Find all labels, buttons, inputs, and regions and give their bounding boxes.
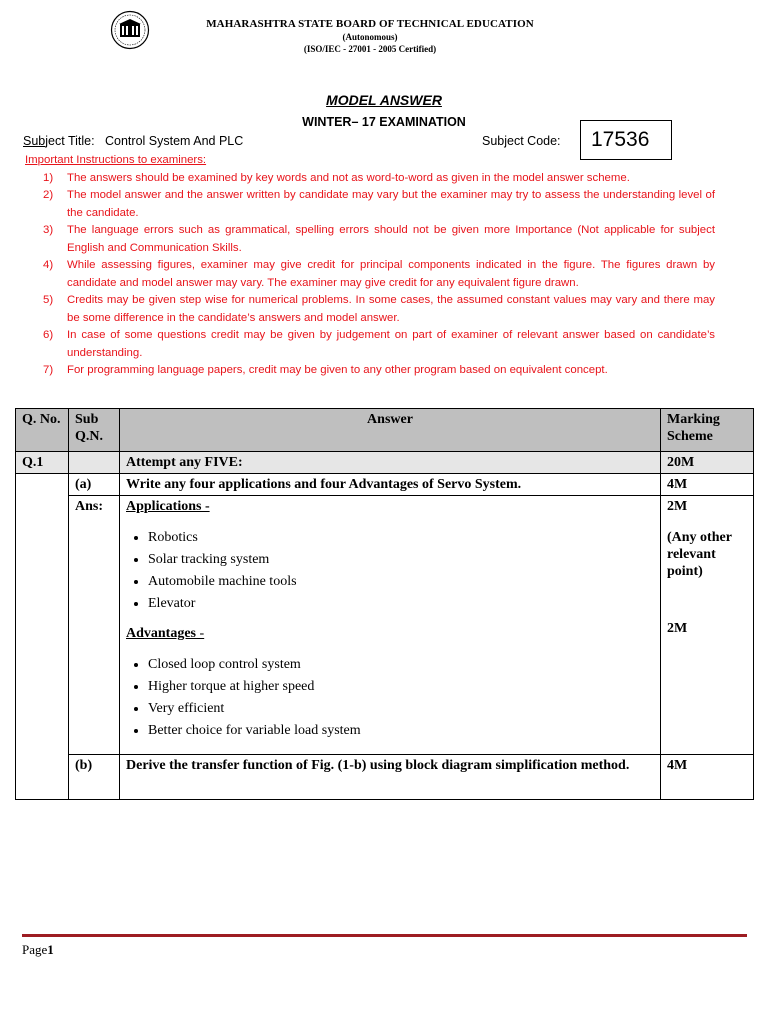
instruction-item bbox=[23, 292, 715, 327]
advantages-heading: Advantages bbox=[126, 626, 197, 641]
applications-marks: 2M bbox=[667, 499, 688, 514]
instruction-number: 3) bbox=[43, 224, 54, 236]
header-sub-qn: Sub Q.N. bbox=[69, 409, 120, 452]
instruction-text: Credits may be given step wise for numerical problems. In some cases, the assumed constant values may vary and there may be some difference in the candidate’s answers and model answer. bbox=[67, 294, 715, 324]
instruction-item bbox=[23, 327, 715, 362]
instruction-number: 7) bbox=[43, 364, 54, 376]
list-item: • Better choice for variable load system bbox=[148, 720, 654, 742]
table-row bbox=[16, 496, 754, 755]
advantages-list bbox=[126, 654, 654, 742]
organization-header bbox=[160, 17, 580, 55]
page-label: Page bbox=[22, 942, 48, 957]
subject-title: Control System And PLC bbox=[105, 134, 244, 148]
instruction-text: The language errors such as grammatical, spelling errors should not be given more Importance (Not applicable for subject English and Communication Skills. bbox=[67, 224, 715, 254]
instruction-text: The answers should be examined by key words and not as word-to-word as given in the model answer scheme. bbox=[67, 171, 630, 184]
subject-label-rest: ject Title: bbox=[45, 134, 95, 148]
advantages-dash: - bbox=[196, 626, 205, 641]
list-item: • Elevator bbox=[148, 593, 654, 615]
header-q-no: Q. No. bbox=[16, 409, 69, 452]
sub-question-label: (a) bbox=[69, 474, 120, 496]
header-marking-scheme: Marking Scheme bbox=[661, 409, 754, 452]
organization-name: MAHARASHTRA STATE BOARD OF TECHNICAL EDUCATION bbox=[206, 18, 534, 30]
instruction-text: For programming language papers, credit may be given to any other program based on equivalent concept. bbox=[67, 364, 608, 376]
list-item: • Higher torque at higher speed bbox=[148, 676, 654, 698]
subject-code-box: 17536 bbox=[580, 120, 672, 160]
answer-content bbox=[120, 496, 661, 755]
sub-question-text: Derive the transfer function of Fig. (1-b) using block diagram simplification method. bbox=[120, 755, 661, 800]
footer-divider bbox=[22, 934, 747, 937]
instruction-item bbox=[23, 362, 715, 380]
board-logo bbox=[110, 10, 150, 50]
instructions-heading: Important Instructions to examiners: bbox=[25, 154, 207, 166]
answer-table bbox=[15, 408, 754, 800]
list-item: • Solar tracking system bbox=[148, 549, 654, 571]
instructions-list bbox=[23, 170, 715, 380]
instruction-text: The model answer and the answer written by candidate may vary but the examiner may try to assess the understanding level of the candidate. bbox=[67, 189, 715, 219]
instruction-text: In case of some questions credit may be given by judgement on part of examiner of relevant answer based on candidate’s understanding. bbox=[67, 329, 715, 359]
page-number: 1 bbox=[47, 942, 54, 957]
table-row bbox=[16, 452, 754, 474]
question-instruction: Attempt any FIVE: bbox=[120, 452, 661, 474]
instruction-number: 4) bbox=[43, 259, 54, 271]
instruction-item bbox=[23, 170, 715, 188]
header-answer: Answer bbox=[120, 409, 661, 452]
sub-question-text: Write any four applications and four Advantages of Servo System. bbox=[120, 474, 661, 496]
question-marks: 20M bbox=[661, 452, 754, 474]
list-item: • Automobile machine tools bbox=[148, 571, 654, 593]
instruction-number: 5) bbox=[43, 294, 54, 306]
instruction-text: While assessing figures, examiner may give credit for principal components indicated in the figure. The figures drawn by candidate and model answer may vary. The examiner may give credit for any equivalent figure drawn. bbox=[67, 259, 715, 289]
marking-note: (Any other relevant point) bbox=[667, 530, 732, 579]
sub-question-label: (b) bbox=[69, 755, 120, 800]
question-number: Q.1 bbox=[16, 452, 69, 474]
table-row bbox=[16, 755, 754, 800]
table-row bbox=[16, 474, 754, 496]
exam-title: WINTER– 17 EXAMINATION bbox=[302, 115, 466, 129]
instruction-number: 2) bbox=[43, 189, 54, 201]
empty-cell bbox=[16, 474, 69, 800]
instruction-item bbox=[23, 222, 715, 257]
sub-question-marks: 4M bbox=[661, 474, 754, 496]
applications-list bbox=[126, 527, 654, 615]
list-item: • Closed loop control system bbox=[148, 654, 654, 676]
answer-label: Ans: bbox=[69, 496, 120, 755]
applications-heading: Applications - bbox=[126, 499, 210, 514]
answer-marks bbox=[661, 496, 754, 755]
instruction-number: 1) bbox=[43, 171, 54, 184]
subject-label-underlined: Sub bbox=[23, 134, 46, 148]
page-footer bbox=[22, 942, 54, 958]
organization-certification: (ISO/IEC - 27001 - 2005 Certified) bbox=[303, 44, 437, 54]
subject-title-line bbox=[23, 134, 243, 148]
subject-code-label: Subject Code: bbox=[482, 134, 561, 148]
list-item: • Robotics bbox=[148, 527, 654, 549]
empty-cell bbox=[69, 452, 120, 474]
instruction-number: 6) bbox=[43, 329, 54, 341]
table-header-row bbox=[16, 409, 754, 452]
instruction-item bbox=[23, 187, 715, 222]
instruction-item bbox=[23, 257, 715, 292]
advantages-heading-line bbox=[126, 625, 654, 642]
organization-status: (Autonomous) bbox=[342, 32, 398, 42]
advantages-marks: 2M bbox=[667, 621, 688, 636]
sub-question-marks: 4M bbox=[661, 755, 754, 800]
document-title: MODEL ANSWER bbox=[326, 92, 442, 108]
list-item: • Very efficient bbox=[148, 698, 654, 720]
examiner-instructions bbox=[23, 152, 715, 380]
